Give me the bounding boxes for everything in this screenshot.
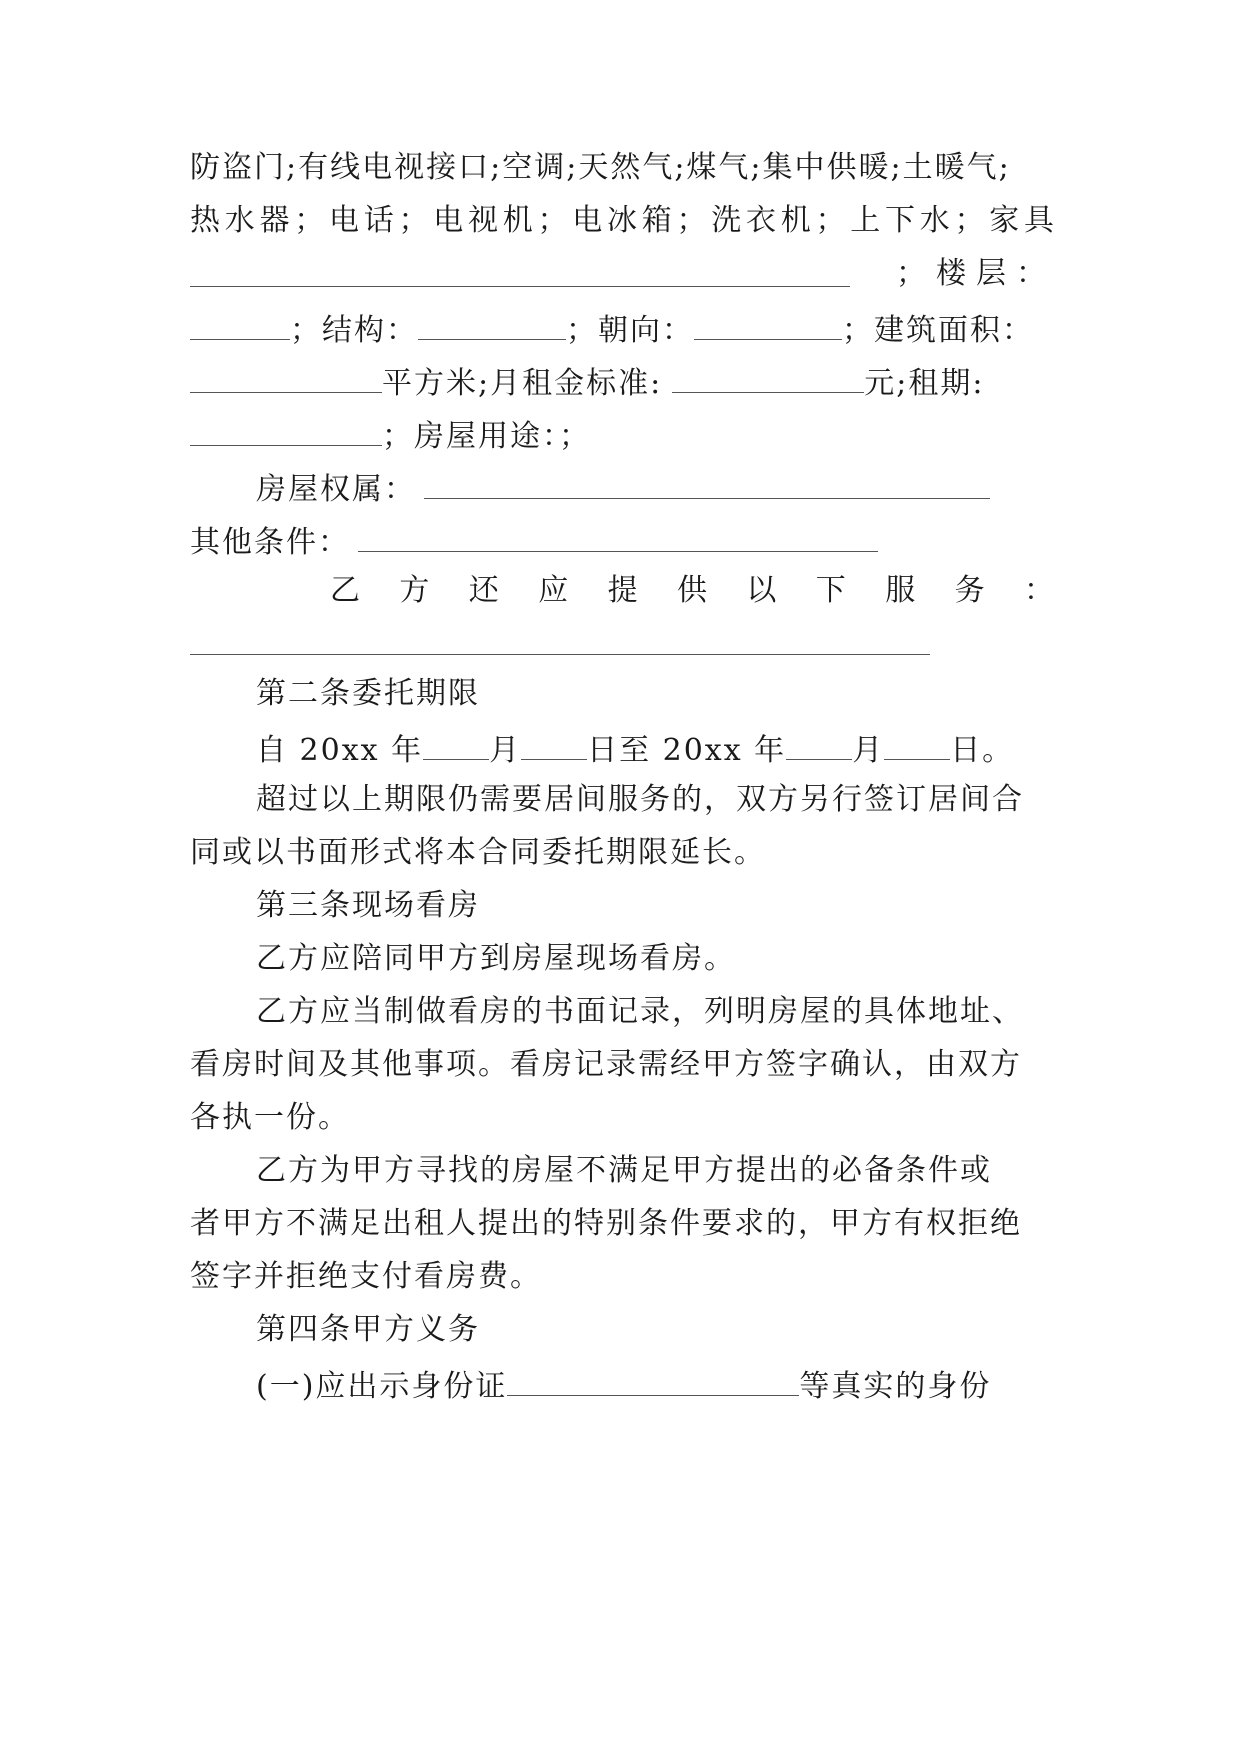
furniture-blank[interactable] (190, 256, 850, 287)
rent-line (190, 362, 1056, 402)
month-start-blank[interactable] (423, 729, 489, 760)
obligation-1-line (256, 1365, 1056, 1405)
other-conditions-blank[interactable] (358, 521, 878, 552)
structure-label: ；结构： (290, 313, 418, 348)
id-tail-label: 等真实的身份 (799, 1369, 992, 1404)
structure-blank[interactable] (418, 309, 566, 340)
orientation-blank[interactable] (694, 309, 842, 340)
day-end-label: 日。 (950, 733, 1015, 768)
area-label: ；建筑面积： (842, 313, 1034, 348)
paragraph-line: 签字并拒绝支付看房费。 (190, 1259, 542, 1294)
year-start-label: 自 20xx 年 (256, 733, 424, 768)
id-label: (一)应出示身份证 (256, 1369, 508, 1404)
usage-label: ；房屋用途：； (382, 419, 591, 454)
month-end-blank[interactable] (786, 729, 852, 760)
paragraph-line: 者甲方不满足出租人提出的特别条件要求的，甲方有权拒绝 (190, 1206, 1022, 1241)
month-start-label: 月 (489, 733, 522, 768)
article-4-title: 第四条甲方义务 (256, 1312, 480, 1347)
area-blank[interactable] (190, 362, 382, 393)
rent-label: 平方米;月租金标准: (382, 366, 663, 401)
ownership-line (256, 468, 1056, 508)
paragraph-line: 各执一份。 (190, 1100, 350, 1135)
id-blank[interactable] (507, 1365, 799, 1396)
term-label: 元;租期: (864, 366, 985, 401)
other-conditions-label: 其他条件： (190, 525, 350, 560)
article-3-title: 第三条现场看房 (256, 888, 480, 923)
year-end-label: 日至 20xx 年 (587, 733, 787, 768)
paragraph-line: 乙方应陪同甲方到房屋现场看房。 (256, 941, 736, 976)
paragraph-line: 看房时间及其他事项。看房记录需经甲方签字确认，由双方 (190, 1047, 1022, 1082)
day-start-blank[interactable] (521, 729, 587, 760)
term-dates-line (256, 729, 1056, 769)
furniture-floor-line (190, 256, 1056, 296)
ownership-label: 房屋权属： (256, 472, 416, 507)
paragraph-line: 乙方应当制做看房的书面记录，列明房屋的具体地址、 (256, 994, 1024, 1029)
month-end-label: 月 (852, 733, 885, 768)
structure-line (190, 309, 1056, 349)
orientation-label: ；朝向： (566, 313, 694, 348)
paragraph-line: 乙方为甲方寻找的房屋不满足甲方提出的必备条件或 (256, 1153, 992, 1188)
floor-blank[interactable] (190, 309, 290, 340)
floor-label: ；楼层： (896, 256, 1056, 291)
services-blank[interactable] (190, 654, 930, 655)
paragraph-line: 超过以上期限仍需要居间服务的，双方另行签订居间合 (256, 782, 1024, 817)
day-end-blank[interactable] (884, 729, 950, 760)
facilities-line-1: 防盗门;有线电视接口;空调;天然气;煤气;集中供暖;土暖气; (190, 150, 1011, 185)
article-2-title: 第二条委托期限 (256, 676, 480, 711)
usage-line (190, 415, 1056, 455)
facilities-line-2: 热水器；电话；电视机；电冰箱；洗衣机；上下水；家具 (190, 203, 1056, 238)
services-heading: 乙方还应提供以下服务： (330, 573, 1056, 608)
rent-blank[interactable] (672, 362, 864, 393)
ownership-blank[interactable] (424, 468, 990, 499)
term-blank[interactable] (190, 415, 382, 446)
other-conditions-line (190, 521, 1056, 561)
paragraph-line: 同或以书面形式将本合同委托期限延长。 (190, 835, 766, 870)
